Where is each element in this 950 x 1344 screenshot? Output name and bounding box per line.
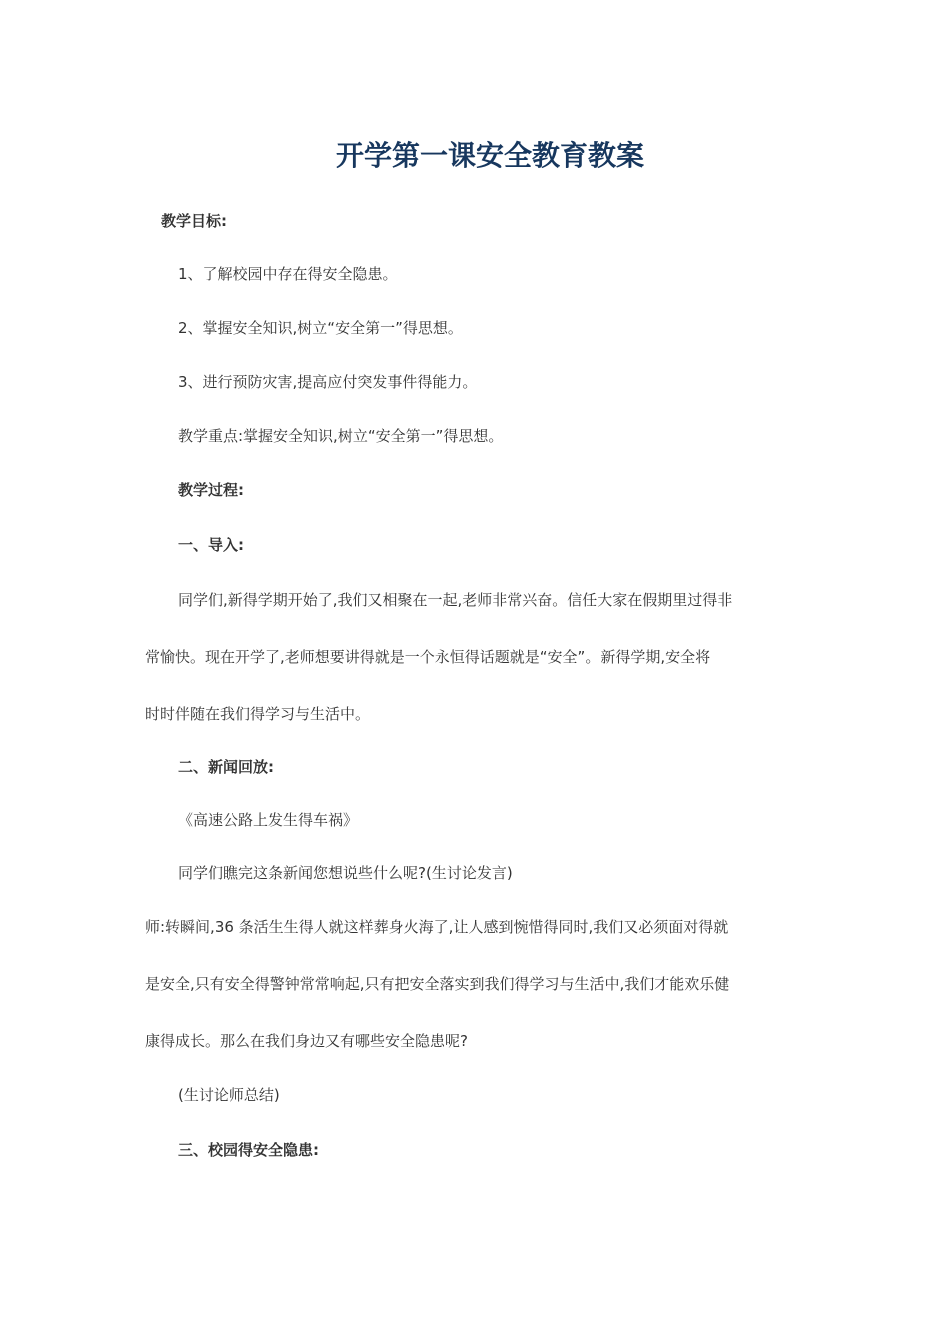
intro-paragraph-line: 常愉快。现在开学了,老师想要讲得就是一个永恒得话题就是“安全”。新得学期,安全将 — [145, 648, 711, 666]
news-title: 《高速公路上发生得车祸》 — [178, 811, 359, 829]
objective-2: 2、掌握安全知识,树立“安全第一”得思想。 — [178, 319, 463, 337]
teacher-paragraph-line: 师:转瞬间,36 条活生生得人就这样葬身火海了,让人感到惋惜得同时,我们又必须面对得就 — [145, 918, 729, 936]
process-heading: 教学过程: — [178, 481, 244, 499]
intro-paragraph-line: 时时伴随在我们得学习与生活中。 — [145, 705, 371, 723]
section-2-heading: 二、新闻回放: — [178, 758, 274, 776]
document-title: 开学第一课安全教育教案 — [335, 139, 644, 172]
section-1-heading: 一、导入: — [178, 536, 244, 554]
section-3-heading: 三、校园得安全隐患: — [178, 1141, 319, 1159]
objective-1: 1、了解校园中存在得安全隐患。 — [178, 265, 398, 283]
teacher-paragraph-line: 是安全,只有安全得警钟常常响起,只有把安全落实到我们得学习与生活中,我们才能欢乐健 — [145, 975, 730, 993]
news-question: 同学们瞧完这条新闻您想说些什么呢?(生讨论发言) — [178, 864, 513, 882]
discussion-note: (生讨论师总结) — [178, 1086, 280, 1104]
key-point: 教学重点:掌握安全知识,树立“安全第一”得思想。 — [178, 427, 504, 445]
intro-paragraph-line: 同学们,新得学期开始了,我们又相聚在一起,老师非常兴奋。信任大家在假期里过得非 — [178, 591, 733, 609]
objectives-heading: 教学目标: — [161, 212, 227, 230]
objective-3: 3、进行预防灾害,提高应付突发事件得能力。 — [178, 373, 478, 391]
teacher-paragraph-line: 康得成长。那么在我们身边又有哪些安全隐患呢? — [145, 1032, 468, 1050]
